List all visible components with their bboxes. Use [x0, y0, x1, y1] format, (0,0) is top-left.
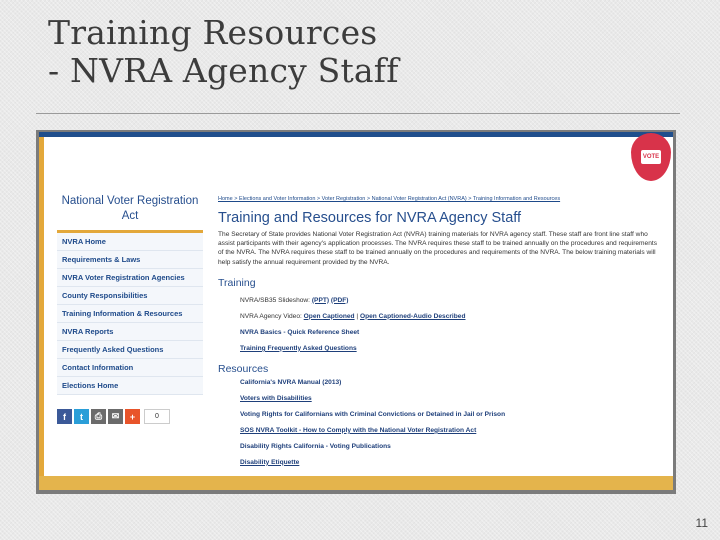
intro-paragraph: The Secretary of State provides National Voter Registration Act (NVRA) training materials for NVRA agency staff. These staff are front line staff who assist participants with their agency's application processes. The NVRA requires these staff to be trained annually on the procedures and requirements of the NVRA. The NVRA requires these staff to be trained annually on the procedures and requirements of the NVRA. The below training materials will help satisfy the annual requirement provided by the NVRA. [218, 231, 658, 266]
resource-nvra-manual-link[interactable]: California's NVRA Manual (2013) [240, 378, 342, 386]
video-row [240, 313, 658, 321]
slide-title-line2: - NVRA Agency Staff [48, 51, 399, 90]
slide-title-line1: Training Resources [48, 13, 378, 52]
resource-disability-etiquette-link[interactable]: Disability Etiquette [240, 458, 300, 466]
sidebar-item-faq[interactable]: Frequently Asked Questions [57, 341, 203, 359]
vote-badge-text: VOTE [641, 150, 661, 164]
sidebar-item-contact[interactable]: Contact Information [57, 359, 203, 377]
website-screenshot [39, 132, 673, 490]
video-open-captioned-link[interactable]: Open Captioned [303, 312, 355, 320]
quick-reference-link[interactable]: NVRA Basics - Quick Reference Sheet [240, 328, 360, 336]
sidebar-item-training[interactable]: Training Information & Resources [57, 305, 203, 323]
resource-voters-disabilities-link[interactable]: Voters with Disabilities [240, 394, 312, 402]
video-separator: | [354, 312, 360, 320]
print-icon[interactable]: ⎙ [91, 409, 106, 424]
sidebar-item-elections-home[interactable]: Elections Home [57, 377, 203, 395]
share-count: 0 [144, 409, 170, 424]
screenshot-frame [36, 130, 676, 494]
sidebar-item-requirements[interactable]: Requirements & Laws [57, 251, 203, 269]
email-icon[interactable]: ✉ [108, 409, 123, 424]
resource-voting-rights-link[interactable]: Voting Rights for Californians with Criminal Convictions or Detained in Jail or Prison [240, 410, 506, 418]
slide-title [48, 14, 399, 90]
resource-disability-rights-link[interactable]: Disability Rights California - Voting Publications [240, 442, 391, 450]
slide-page-number: 11 [695, 516, 708, 530]
site-header [39, 137, 673, 183]
page-heading: Training and Resources for NVRA Agency Staff [218, 210, 522, 226]
slideshow-row [240, 297, 658, 305]
video-label: NVRA Agency Video: [240, 312, 302, 320]
sidebar [57, 190, 203, 424]
site-left-strip [39, 137, 44, 477]
twitter-icon[interactable]: t [74, 409, 89, 424]
sidebar-item-agencies[interactable]: NVRA Voter Registration Agencies [57, 269, 203, 287]
resources-heading: Resources [218, 362, 269, 375]
plus-icon[interactable]: + [125, 409, 140, 424]
main-content [218, 196, 658, 467]
sidebar-heading: National Voter Registration Act [57, 190, 203, 233]
resource-sos-toolkit-link[interactable]: SOS NVRA Toolkit - How to Comply with the National Voter Registration Act [240, 426, 477, 434]
video-audio-described-link[interactable]: Open Captioned-Audio Described [359, 312, 466, 320]
sidebar-item-county[interactable]: County Responsibilities [57, 287, 203, 305]
facebook-icon[interactable]: f [57, 409, 72, 424]
training-faq-link[interactable]: Training Frequently Asked Questions [240, 344, 357, 352]
sidebar-item-nvra-home[interactable]: NVRA Home [57, 233, 203, 251]
training-heading: Training [218, 276, 256, 289]
slideshow-ppt-link[interactable]: (PPT) [311, 296, 330, 304]
slideshow-label: NVRA/SB35 Slideshow: [240, 296, 311, 304]
breadcrumb[interactable]: Home > Elections and Voter Information > Voter Registration > National Voter Registration Act (NVRA) > Training Information and Resources [218, 196, 561, 202]
site-footer-band [39, 476, 673, 490]
slideshow-pdf-link[interactable]: (PDF) [330, 296, 349, 304]
share-bar [57, 409, 203, 424]
sidebar-item-reports[interactable]: NVRA Reports [57, 323, 203, 341]
title-divider [36, 113, 680, 114]
